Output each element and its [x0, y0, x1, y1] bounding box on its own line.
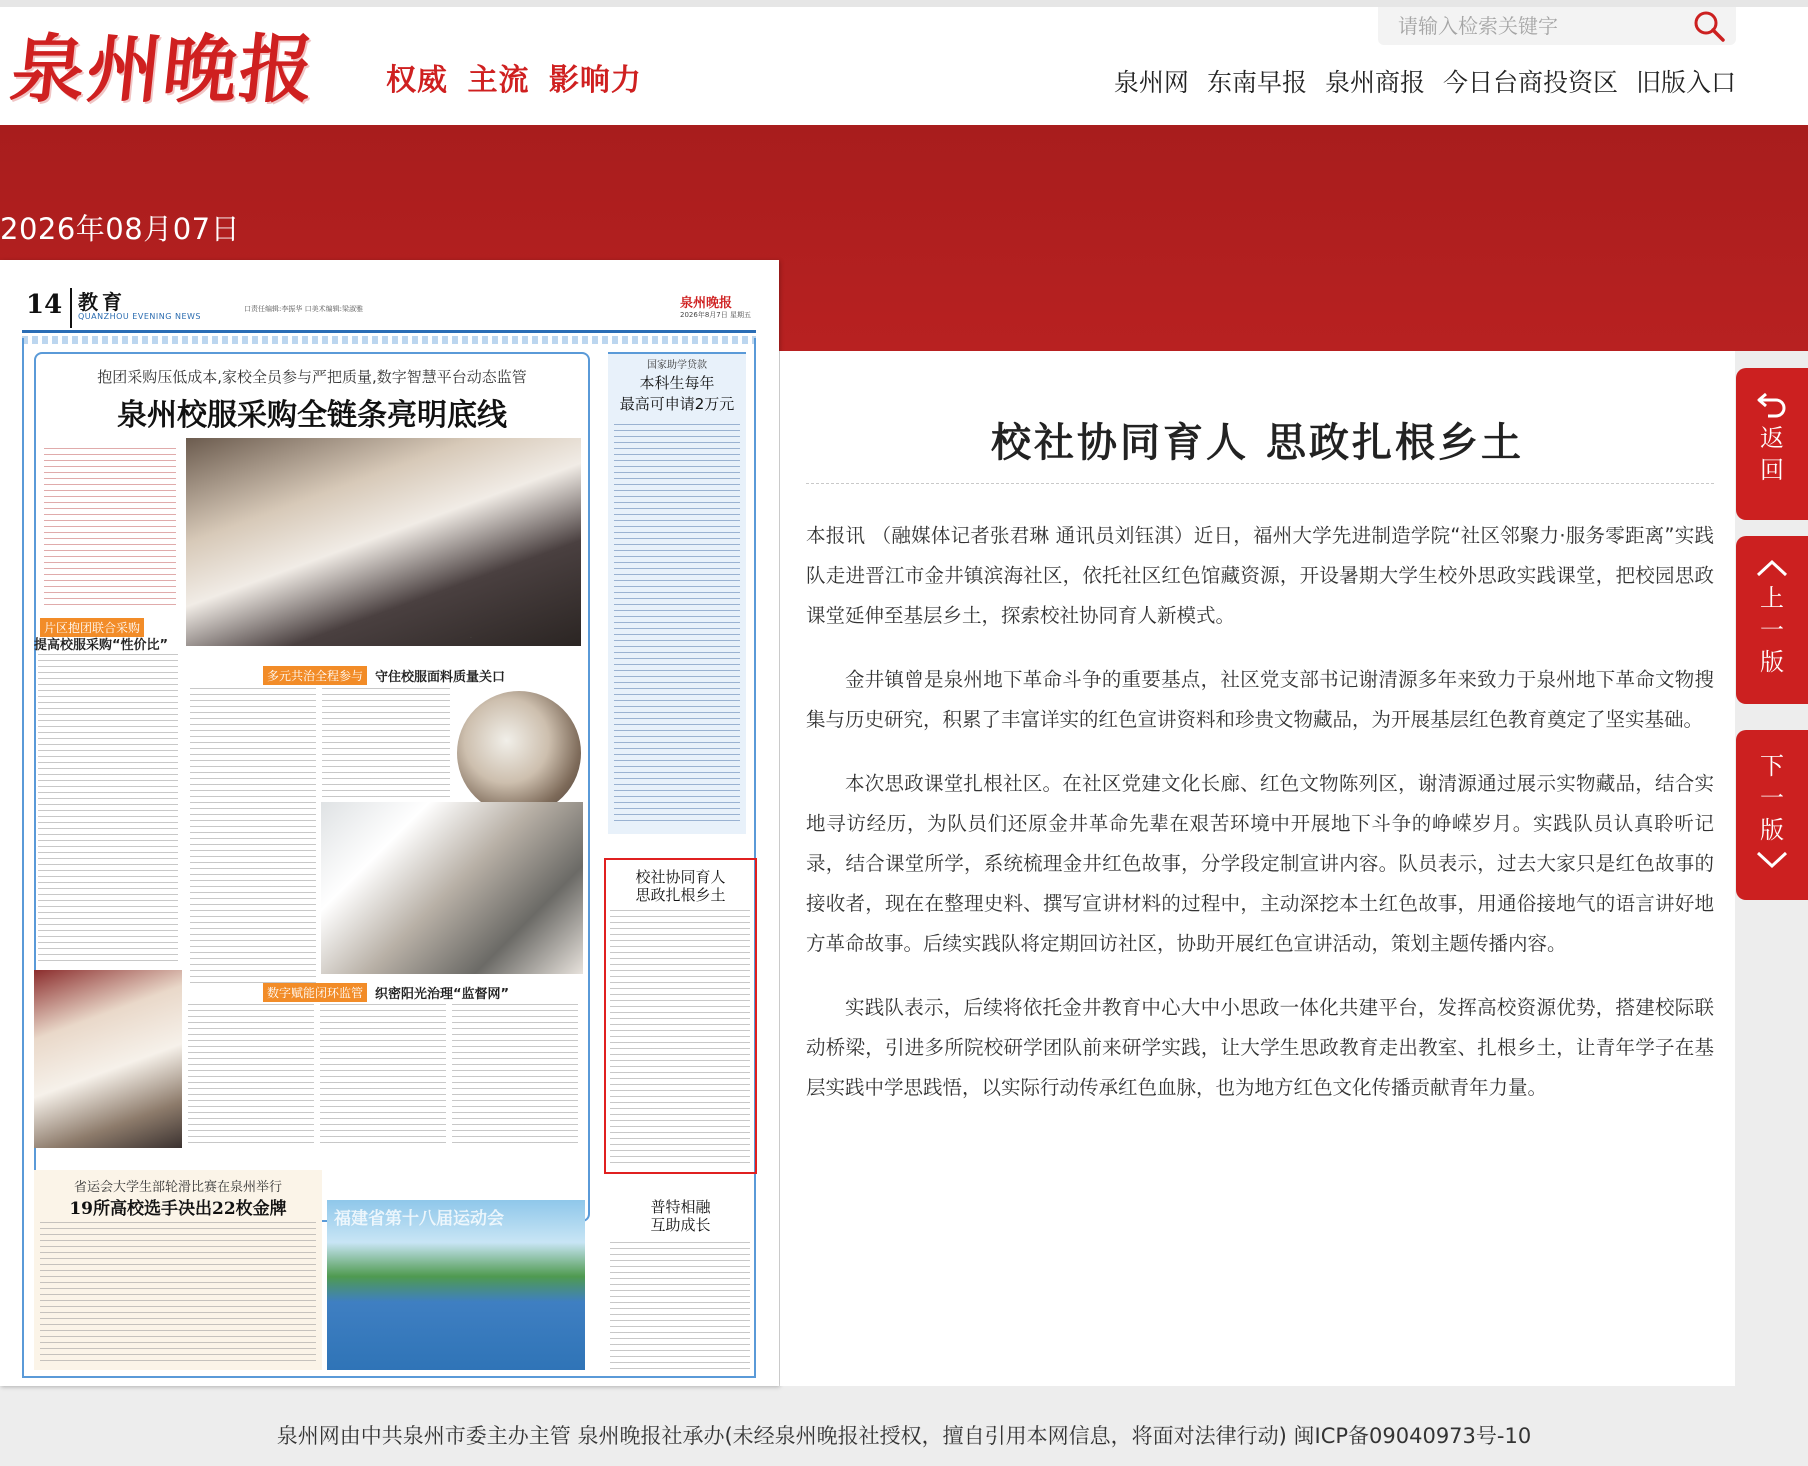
search-input[interactable] — [1378, 7, 1678, 45]
article-paragraph-4: 实践队表示，后续将依托金井教育中心大中小思政一体化共建平台，发挥高校资源优势，搭建校际联动桥梁，引进多所院校研学团队前来研学实践，让大学生思政教育走出教室、扎根乡土，让青年学子在基层实践中学思践悟，以实际行动传承红色血脉，也为地方红色文化传播贡献青年力量。 — [806, 996, 1714, 1099]
page-editors: 口责任编辑:李振华 口美术编辑:梁淑雅 — [244, 305, 363, 313]
article-panel — [780, 351, 1735, 1386]
next-page-label: 下一版 — [1760, 752, 1784, 844]
lead-kicker: 抱团采购压低成本,家校全员参与严把质量,数字智慧平台动态监管 — [97, 368, 527, 386]
highlight-title-line1: 校社协同育人 — [635, 868, 726, 886]
circle-photo — [454, 688, 584, 818]
top-strip — [0, 0, 1808, 7]
chevron-up-icon — [1755, 558, 1789, 578]
nav-link-quanzhou-net[interactable]: 泉州网 — [1113, 68, 1189, 97]
page-rule — [22, 330, 756, 333]
article-paragraph-3: 本次思政课堂扎根社区。在社区党建文化长廊、红色文物陈列区，谢清源通过展示实物藏品，结合实地寻访经历，为队员们还原金井革命先辈在艰苦环境中开展地下斗争的峥嵘岁月。实践队员认真聆听记录，结合课堂所学，系统梳理金井红色故事，分学段定制宣讲内容。队员表示，过去大家只是红色故事的接收者，现在在整理史料、撰写宣讲材料的过程中，主动深挖本土红色故事，用通俗接地气的语言讲好地方革命故事。后续实践队将定期回访社区，协助开展红色宣讲活动，策划主题传播内容。 — [806, 772, 1714, 955]
nav-link-old-version[interactable]: 旧版入口 — [1635, 68, 1736, 97]
return-arrow-icon — [1756, 390, 1788, 418]
page-divider — [70, 288, 72, 328]
mid-photo — [321, 802, 583, 974]
search-icon — [1692, 9, 1726, 43]
col6-text — [452, 1004, 578, 1144]
article-divider — [806, 483, 1714, 484]
highlight-text — [610, 910, 750, 1166]
sidebar-text — [614, 424, 740, 824]
col4-text — [188, 1004, 314, 1144]
article-title: 校社协同育人 思政扎根乡土 — [991, 420, 1524, 466]
skating-banner: 福建省第十八届运动会 — [334, 1209, 504, 1229]
skating-kicker: 省运会大学生部轮滑比赛在泉州举行 — [73, 1180, 282, 1195]
highlight-title-line2: 思政扎根乡土 — [635, 886, 726, 904]
nav-link-quanzhou-shangbao[interactable]: 泉州商报 — [1324, 68, 1425, 97]
issue-date: 2026年08月07日 — [0, 212, 241, 246]
bottom-right-title-line1[interactable]: 普特相融 — [650, 1198, 711, 1216]
article-paragraph-1: 本报讯 （融媒体记者张君琳 通讯员刘钰淇）近日，福州大学先进制造学院“社区邻聚力·服务零距离”实践队走进晋江市金井镇滨海社区，依托社区红色馆藏资源，开设暑期大学生校外思政实践课堂，把校园思政课堂延伸至基层乡土，探索校社协同育人新模式。 — [806, 524, 1714, 627]
prev-page-label: 上一版 — [1760, 584, 1784, 676]
skating-text — [40, 1222, 316, 1362]
sidebar-kicker: 国家助学贷款 — [647, 360, 707, 371]
lead-title: 泉州校服采购全链条亮明底线 — [117, 398, 507, 433]
article-paragraph-2: 金井镇曾是泉州地下革命斗争的重要基点，社区党支部书记谢清源多年来致力于泉州地下革命文物搜集与历史研究，积累了丰富详实的红色宣讲资料和珍贵文物藏品，为开展基层红色教育奠定了坚实基础。 — [806, 668, 1714, 731]
subhead-1: 提高校服采购“性价比” — [34, 638, 169, 653]
chevron-down-icon — [1755, 850, 1789, 870]
search-box — [1378, 7, 1736, 45]
skating-title: 19所高校选手决出22枚金牌 — [69, 1199, 287, 1219]
subhead-tag-1: 片区抱团联合采购 — [40, 618, 144, 637]
page-section-en: QUANZHOU EVENING NEWS — [78, 312, 201, 321]
col2-text — [190, 688, 316, 984]
bottom-right-title-line2[interactable]: 互助成长 — [650, 1216, 711, 1234]
page-section: 教育 — [78, 290, 126, 314]
col5-text — [320, 1004, 446, 1144]
top-nav — [1114, 63, 1736, 99]
subhead-2: 守住校服面料质量关口 — [375, 670, 506, 685]
sidebar-title-line1: 本科生每年 — [639, 374, 715, 392]
page-meta: 2026年8月7日 星期五 — [680, 311, 751, 319]
nav-link-dongnan-zaobao[interactable]: 东南早报 — [1206, 68, 1307, 97]
nav-link-taishang-zone[interactable]: 今日台商投资区 — [1442, 68, 1618, 97]
site-footer: 泉州网由中共泉州市委主办主管 泉州晚报社承办(未经泉州晚报社授权，擅自引用本网信息，将面对法律行动) 闽ICP备09040973号-10 — [276, 1424, 1532, 1448]
prev-page-button[interactable] — [1736, 536, 1808, 704]
site-header — [0, 7, 1808, 125]
small-photo — [34, 970, 182, 1148]
subhead-tag-3: 数字赋能闭环监管 — [263, 983, 367, 1002]
lead-photo — [186, 438, 581, 646]
search-button[interactable] — [1678, 7, 1736, 45]
page-brand: 泉州晚报 — [680, 296, 733, 311]
sidebar-title-line2: 最高可申请2万元 — [619, 395, 735, 413]
page-number: 14 — [26, 290, 63, 320]
col1-text — [38, 654, 178, 964]
site-logo[interactable]: 泉州晚报 — [6, 27, 320, 113]
article-body — [806, 516, 1714, 1132]
back-button[interactable] — [1736, 368, 1808, 520]
bottom-right-text — [610, 1242, 750, 1370]
site-slogan: 权威 主流 影响力 — [386, 63, 642, 98]
photo-caption: · — [470, 635, 472, 642]
back-label: 返回 — [1760, 424, 1784, 484]
col3-text — [322, 688, 450, 798]
next-page-button[interactable] — [1736, 730, 1808, 900]
newspaper-page[interactable] — [0, 260, 779, 1386]
subhead-3: 织密阳光治理“监督网” — [375, 987, 510, 1002]
lead-intro-text — [44, 448, 176, 606]
subhead-tag-2: 多元共治全程参与 — [263, 666, 367, 685]
